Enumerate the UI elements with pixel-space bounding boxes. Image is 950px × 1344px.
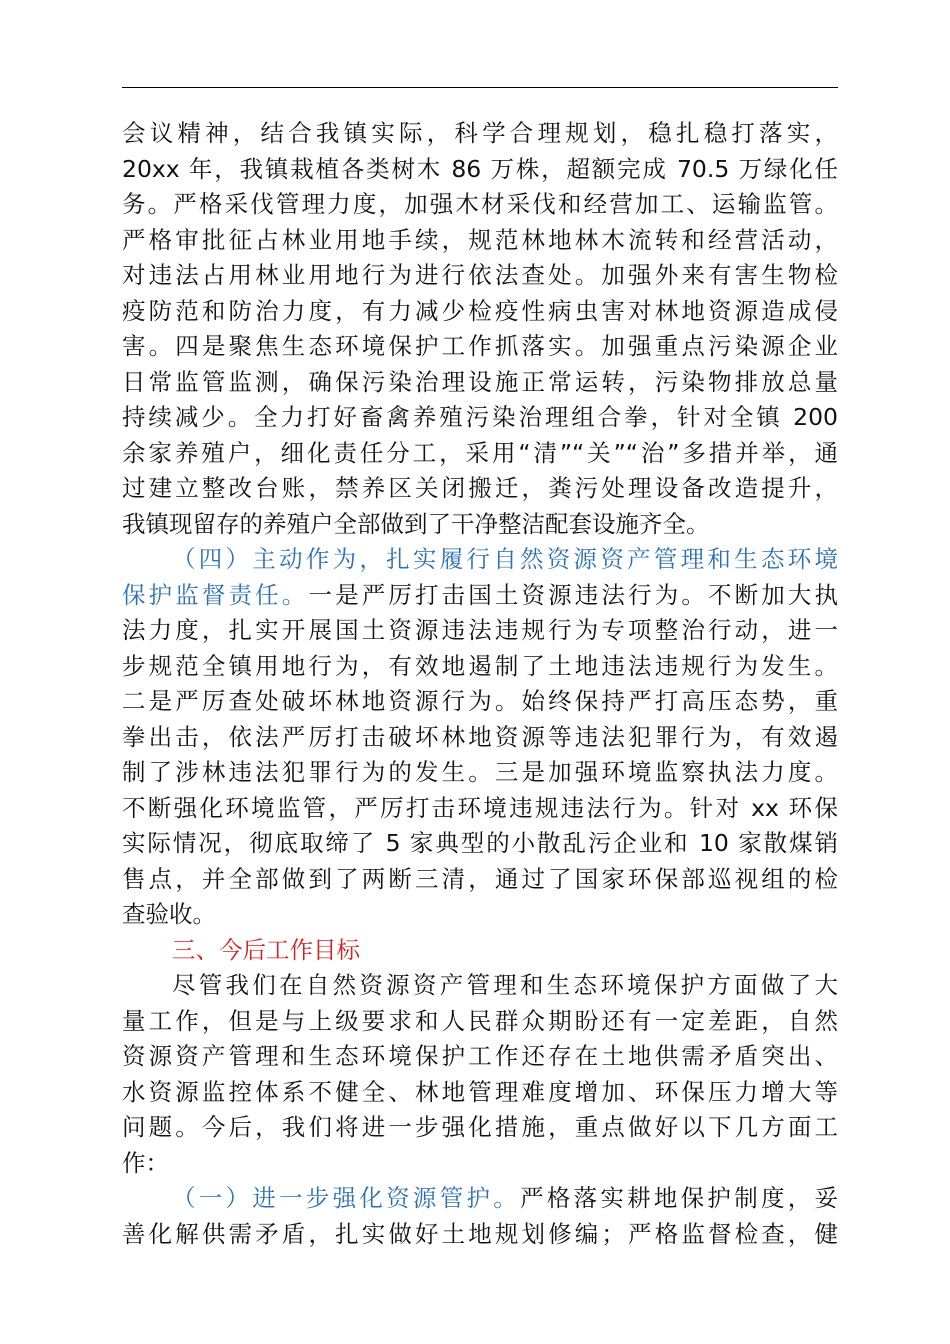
text-line: 对违法占用林业用地行为进行依法查处。加强外来有害生物检 (122, 261, 838, 289)
text-line: 善化解供需矛盾，扎实做好土地规划修编；严格监督检查，健 (122, 1219, 838, 1248)
text-line (122, 1181, 838, 1217)
text-line: 务。严格采伐管理力度，加强木材采伐和经营加工、运输监管。 (122, 190, 838, 218)
text-line: 不断强化环境监管，严厉打击环境违规违法行为。针对 xx 环保 (122, 793, 838, 822)
text-line: 法力度，扎实开展国土资源违法违规行为专项整治行动，进一 (122, 616, 838, 644)
text-line: 步规范全镇用地行为，有效地遏制了土地违法违规行为发生。 (122, 651, 838, 680)
text-line: 余家养殖户，细化责任分工，采用“清”“关”“治”多措并举，通 (122, 438, 838, 467)
section-heading-four: （四）主动作为，扎实履行自然资源资产管理和生态环境 (172, 545, 838, 573)
text-line: 过建立整改台账，禁养区关闭搬迁，粪污处理设备改造提升， (122, 474, 838, 502)
text-line: 严格审批征占林业用地手续，规范林地林木流转和经营活动， (122, 225, 838, 254)
text-line: 尽管我们在自然资源资产管理和生态环境保护方面做了大 (172, 971, 838, 999)
text-line: 查验收。 (122, 900, 216, 928)
section-heading-four-continued: 保护监督责任。 (122, 580, 309, 609)
text-line: 害。四是聚焦生态环境保护工作抓落实。加强重点污染源企业 (122, 332, 838, 360)
text-line: 20xx 年，我镇栽植各类树木 86 万株，超额完成 70.5 万绿化任 (122, 154, 838, 183)
text-line: 疫防范和防治力度，有力减少检疫性病虫害对林地资源造成侵 (122, 296, 838, 325)
text-line: 二是严厉查处破坏林地资源行为。始终保持严打高压态势，重 (122, 687, 838, 715)
section-heading-one: （一）进一步强化资源管护。 (172, 1184, 521, 1212)
section-heading-three: 三、今后工作目标 (172, 935, 360, 964)
text-line: 我镇现留存的养殖户全部做到了干净整洁配套设施齐全。 (122, 509, 710, 538)
text-line: 问题。今后，我们将进一步强化措施，重点做好以下几方面工 (122, 1113, 838, 1141)
text-line: 售点，并全部做到了两断三清，通过了国家环保部巡视组的检 (122, 864, 838, 893)
text-segment: 一是严厉打击国土资源违法行为。不断加大执 (308, 580, 839, 609)
text-line: 水资源监控体系不健全、林地管理难度增加、环保压力增大等 (122, 1077, 838, 1106)
text-line: 会议精神，结合我镇实际，科学合理规划，稳扎稳打落实， (122, 119, 838, 147)
text-line: 拳出击，依法严厉打击破坏林地资源等违法犯罪行为，有效遏 (122, 722, 838, 751)
text-line: 作： (122, 1148, 169, 1177)
document-body (122, 116, 838, 1252)
header-rule (122, 87, 838, 88)
text-line: 日常监管监测，确保污染治理设施正常运转，污染物排放总量 (122, 367, 838, 396)
text-line: 资源资产管理和生态环境保护工作还存在土地供需矛盾突出、 (122, 1042, 838, 1070)
text-line: 实际情况，彻底取缔了 5 家典型的小散乱污企业和 10 家散煤销 (122, 829, 838, 857)
text-line: 制了涉林违法犯罪行为的发生。三是加强环境监察执法力度。 (122, 758, 838, 786)
text-line: 持续减少。全力打好畜禽养殖污染治理组合拳，针对全镇 200 (122, 403, 838, 431)
text-line (122, 578, 838, 614)
text-segment: 严格落实耕地保护制度，妥 (520, 1184, 839, 1212)
text-line: 量工作，但是与上级要求和人民群众期盼还有一定差距，自然 (122, 1006, 838, 1035)
